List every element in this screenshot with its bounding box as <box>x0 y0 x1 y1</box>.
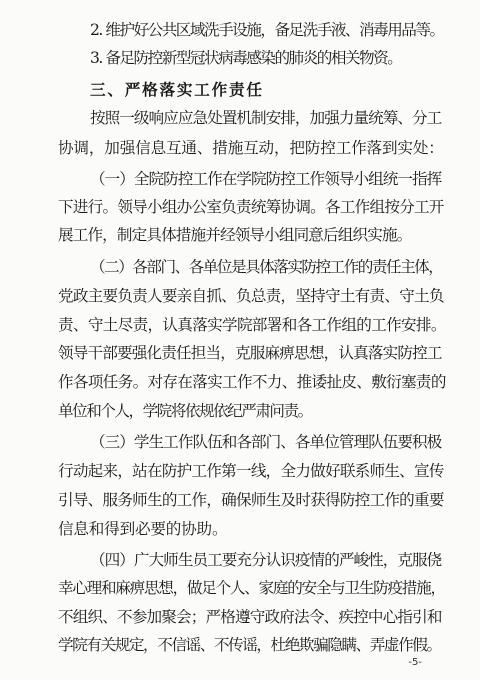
section-heading-3: 三、严格落实工作责任 <box>90 81 264 99</box>
list-item-3: 3. 备足防控新型冠状病毒感染的肺炎的相关物资。 <box>90 49 402 67</box>
paragraph-line: 不组织、不参加聚会；严格遵守政府法令、疾控中心指引和 <box>58 608 442 626</box>
paragraph-line: 党政主要负责人要亲自抓、负总责，坚持守土有责、守土负 <box>58 287 444 305</box>
paragraph-line: （二）各部门、各单位是具体落实防控工作的责任主体， <box>90 258 443 276</box>
paragraph-line: 引导、服务师生的工作，确保师生及时获得防控工作的重要 <box>58 491 444 509</box>
paragraph-line: 按照一级响应应急处置机制安排，加强力量统筹、分工 <box>90 109 442 127</box>
paragraph-line: （四）广大师生员工要充分认识疫情的严峻性，克服侥 <box>90 551 442 569</box>
paragraph-line: 协调，加强信息互通、措施互动，把防控工作落到实处： <box>58 139 444 157</box>
paragraph-line: 作各项任务。对存在落实工作不力、推诿扯皮、敷衍塞责的 <box>58 373 446 391</box>
paragraph-line: （一）全院防控工作在学院防控工作领导小组统一指挥 <box>90 170 442 188</box>
paragraph-line: 单位和个人，学院将依规依纪严肃问责。 <box>58 402 312 420</box>
paragraph-line: （三）学生工作队伍和各部门、各单位管理队伍要积极 <box>90 433 442 451</box>
paragraph-line: 幸心理和麻痹思想，做足个人、家庭的安全与卫生防疫措施， <box>58 579 445 597</box>
paragraph-line: 责、守土尽责，认真落实学院部署和各工作组的工作安排。 <box>58 316 446 334</box>
paragraph-line: 信息和得到必要的协助。 <box>58 520 228 538</box>
paragraph-line: 学院有关规定，不信谣、不传谣，杜绝欺骗隐瞒、弄虚作假。 <box>58 636 441 654</box>
paragraph-line: 领导干部要强化责任担当，克服麻痹思想，认真落实防控工 <box>58 344 442 362</box>
page-number: -5- <box>408 657 422 668</box>
paragraph-line: 展工作，制定具体措施并经领导小组同意后组织实施。 <box>58 226 412 244</box>
paragraph-line: 下进行。领导小组办公室负责统筹协调。各工作组按分工开 <box>58 198 444 216</box>
list-item-2: 2. 维护好公共区域洗手设施，备足洗手液、消毒用品等。 <box>90 21 444 39</box>
paragraph-line: 行动起来，站在防护工作第一线，全力做好联系师生、宣传 <box>58 462 444 480</box>
